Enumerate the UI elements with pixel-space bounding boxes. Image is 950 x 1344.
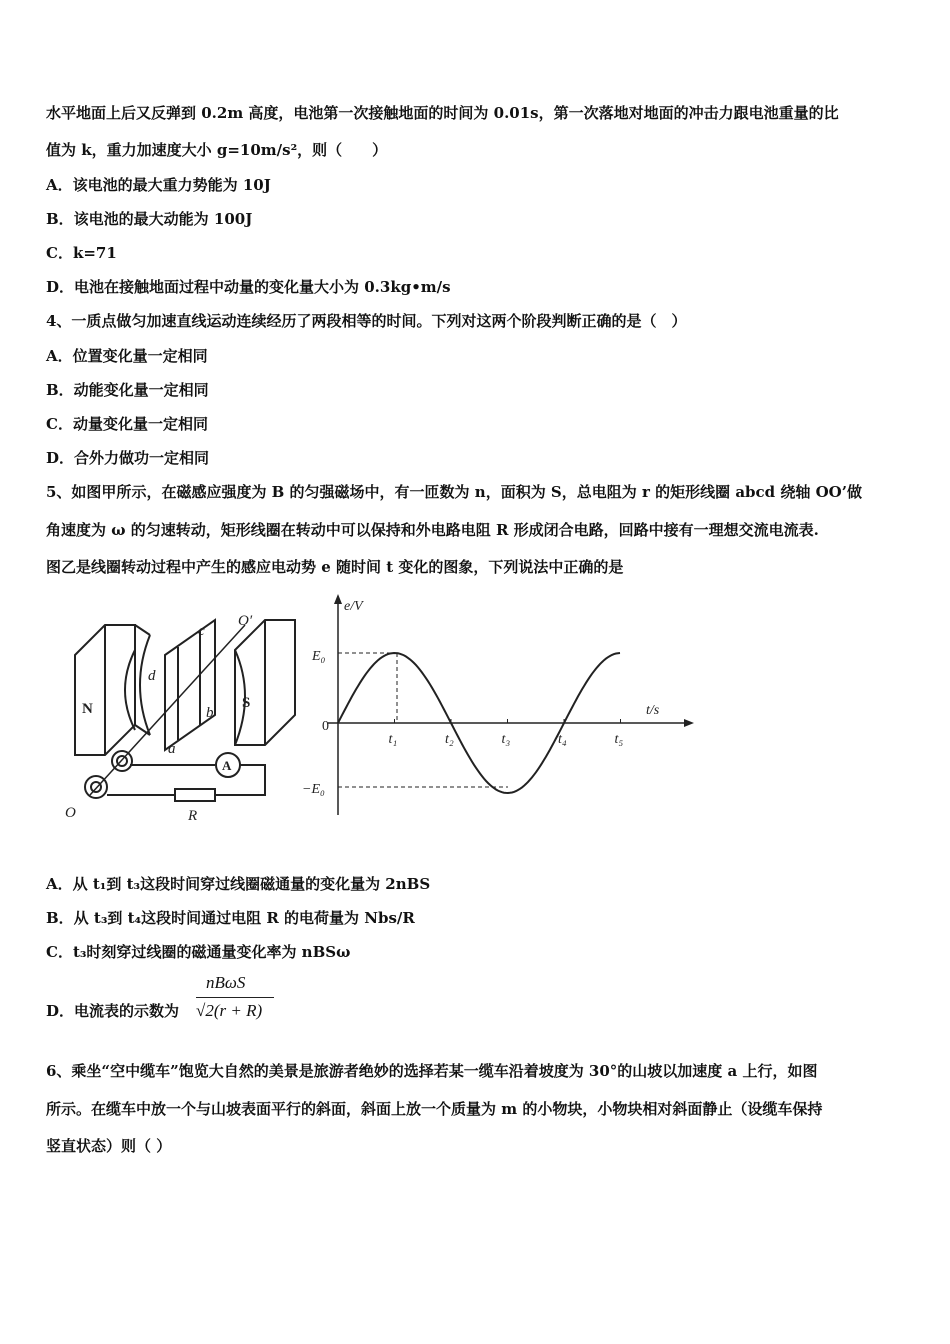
q3-option-d: D．电池在接触地面过程中动量的变化量大小为 0.3kg•m/s: [46, 278, 451, 296]
q3-stem-line2: 值为 k，重力加速度大小 g=10m/s²，则（ ）: [46, 141, 388, 159]
ammeter-label: A: [222, 758, 232, 773]
q3-option-a: A．该电池的最大重力势能为 10J: [46, 176, 271, 194]
q6-stem-line3: 竖直状态）则（ ）: [46, 1137, 172, 1155]
option-d-numerator: nBωS: [206, 973, 246, 992]
emf-graph: [300, 590, 700, 830]
s-magnet: [235, 620, 295, 745]
q5-option-d: D．电流表的示数为: [46, 1002, 180, 1020]
coil: [148, 620, 215, 757]
q6-stem-line2: 所示。在缆车中放一个与山坡表面平行的斜面，斜面上放一个质量为 m 的小物块，小物块相对斜面静止（设缆车保持: [46, 1100, 823, 1118]
q5-option-c: C．t₃时刻穿过线圈的磁通量变化率为 nBSω: [46, 943, 351, 961]
q4-option-b: B．动能变化量一定相同: [46, 381, 209, 399]
tick-label-4: t₄: [558, 732, 567, 747]
n-magnet: [75, 625, 150, 755]
x-axis-label: t/s: [646, 703, 660, 718]
n-label: N: [82, 701, 93, 717]
coil-b-label: b: [206, 705, 214, 721]
generator-figure: [50, 595, 310, 830]
q4-stem: 4、一质点做匀加速直线运动连续经历了两段相等的时间。下列对这两个阶段判断正确的是（ ）: [46, 312, 687, 330]
y-axis-label: e/V: [344, 599, 363, 614]
q5-option-a: A．从 t₁到 t₃这段时间穿过线圈磁通量的变化量为 2nBS: [46, 875, 431, 893]
slip-ring-lower: [85, 776, 107, 798]
tick-label-5: t₅: [614, 732, 624, 747]
axis-top-label: O′: [238, 613, 253, 629]
coil-c-label: c: [198, 623, 205, 639]
option-d-denominator: √2(r + R): [196, 1001, 263, 1020]
q4-option-c: C．动量变化量一定相同: [46, 415, 208, 433]
q3-option-c: C．k=71: [46, 244, 117, 262]
tick-label-2: t₂: [445, 732, 454, 747]
origin-label: 0: [322, 719, 329, 734]
s-label: S: [242, 695, 251, 711]
coil-d-label: d: [148, 668, 156, 684]
coil-a-label: a: [168, 741, 176, 757]
axis-bottom-label: O: [65, 805, 76, 821]
resistor-label: R: [188, 808, 198, 824]
q5-stem-line1: 5、如图甲所示，在磁感应强度为 B 的匀强磁场中，有一匝数为 n，面积为 S，总电阻为 r 的矩形线圈 abcd 绕轴 OO’做: [46, 483, 862, 501]
tick-label-3: t₃: [501, 732, 511, 747]
q4-option-d: D．合外力做功一定相同: [46, 449, 210, 467]
q6-stem-line1: 6、乘坐“空中缆车”饱览大自然的美景是旅游者绝妙的选择若某一缆车沿着坡度为 30°的山坡以加速度 a 上行，如图: [46, 1062, 818, 1080]
q4-option-a: A．位置变化量一定相同: [46, 347, 208, 365]
q5-stem-line2: 角速度为 ω 的匀速转动，矩形线圈在转动中可以保持和外电路电阻 R 形成闭合电路，回路中接有一理想交流电流表.: [46, 521, 819, 539]
q5-option-b: B．从 t₃到 t₄这段时间通过电阻 R 的电荷量为 Nbs/R: [46, 909, 415, 927]
fraction-bar: [196, 997, 274, 998]
e0-label: E₀: [312, 649, 326, 664]
q3-option-b: B．该电池的最大动能为 100J: [46, 210, 253, 228]
neg-e0-label: −E₀: [302, 782, 325, 797]
q5-stem-line3: 图乙是线圈转动过程中产生的感应电动势 e 随时间 t 变化的图象，下列说法中正确的是: [46, 558, 624, 576]
resistor-icon: [175, 789, 215, 801]
tick-label-1: t₁: [388, 732, 398, 747]
q3-stem-line1: 水平地面上后又反弹到 0.2m 高度，电池第一次接触地面的时间为 0.01s，第一次落地对地面的冲击力跟电池重量的比: [46, 104, 839, 122]
